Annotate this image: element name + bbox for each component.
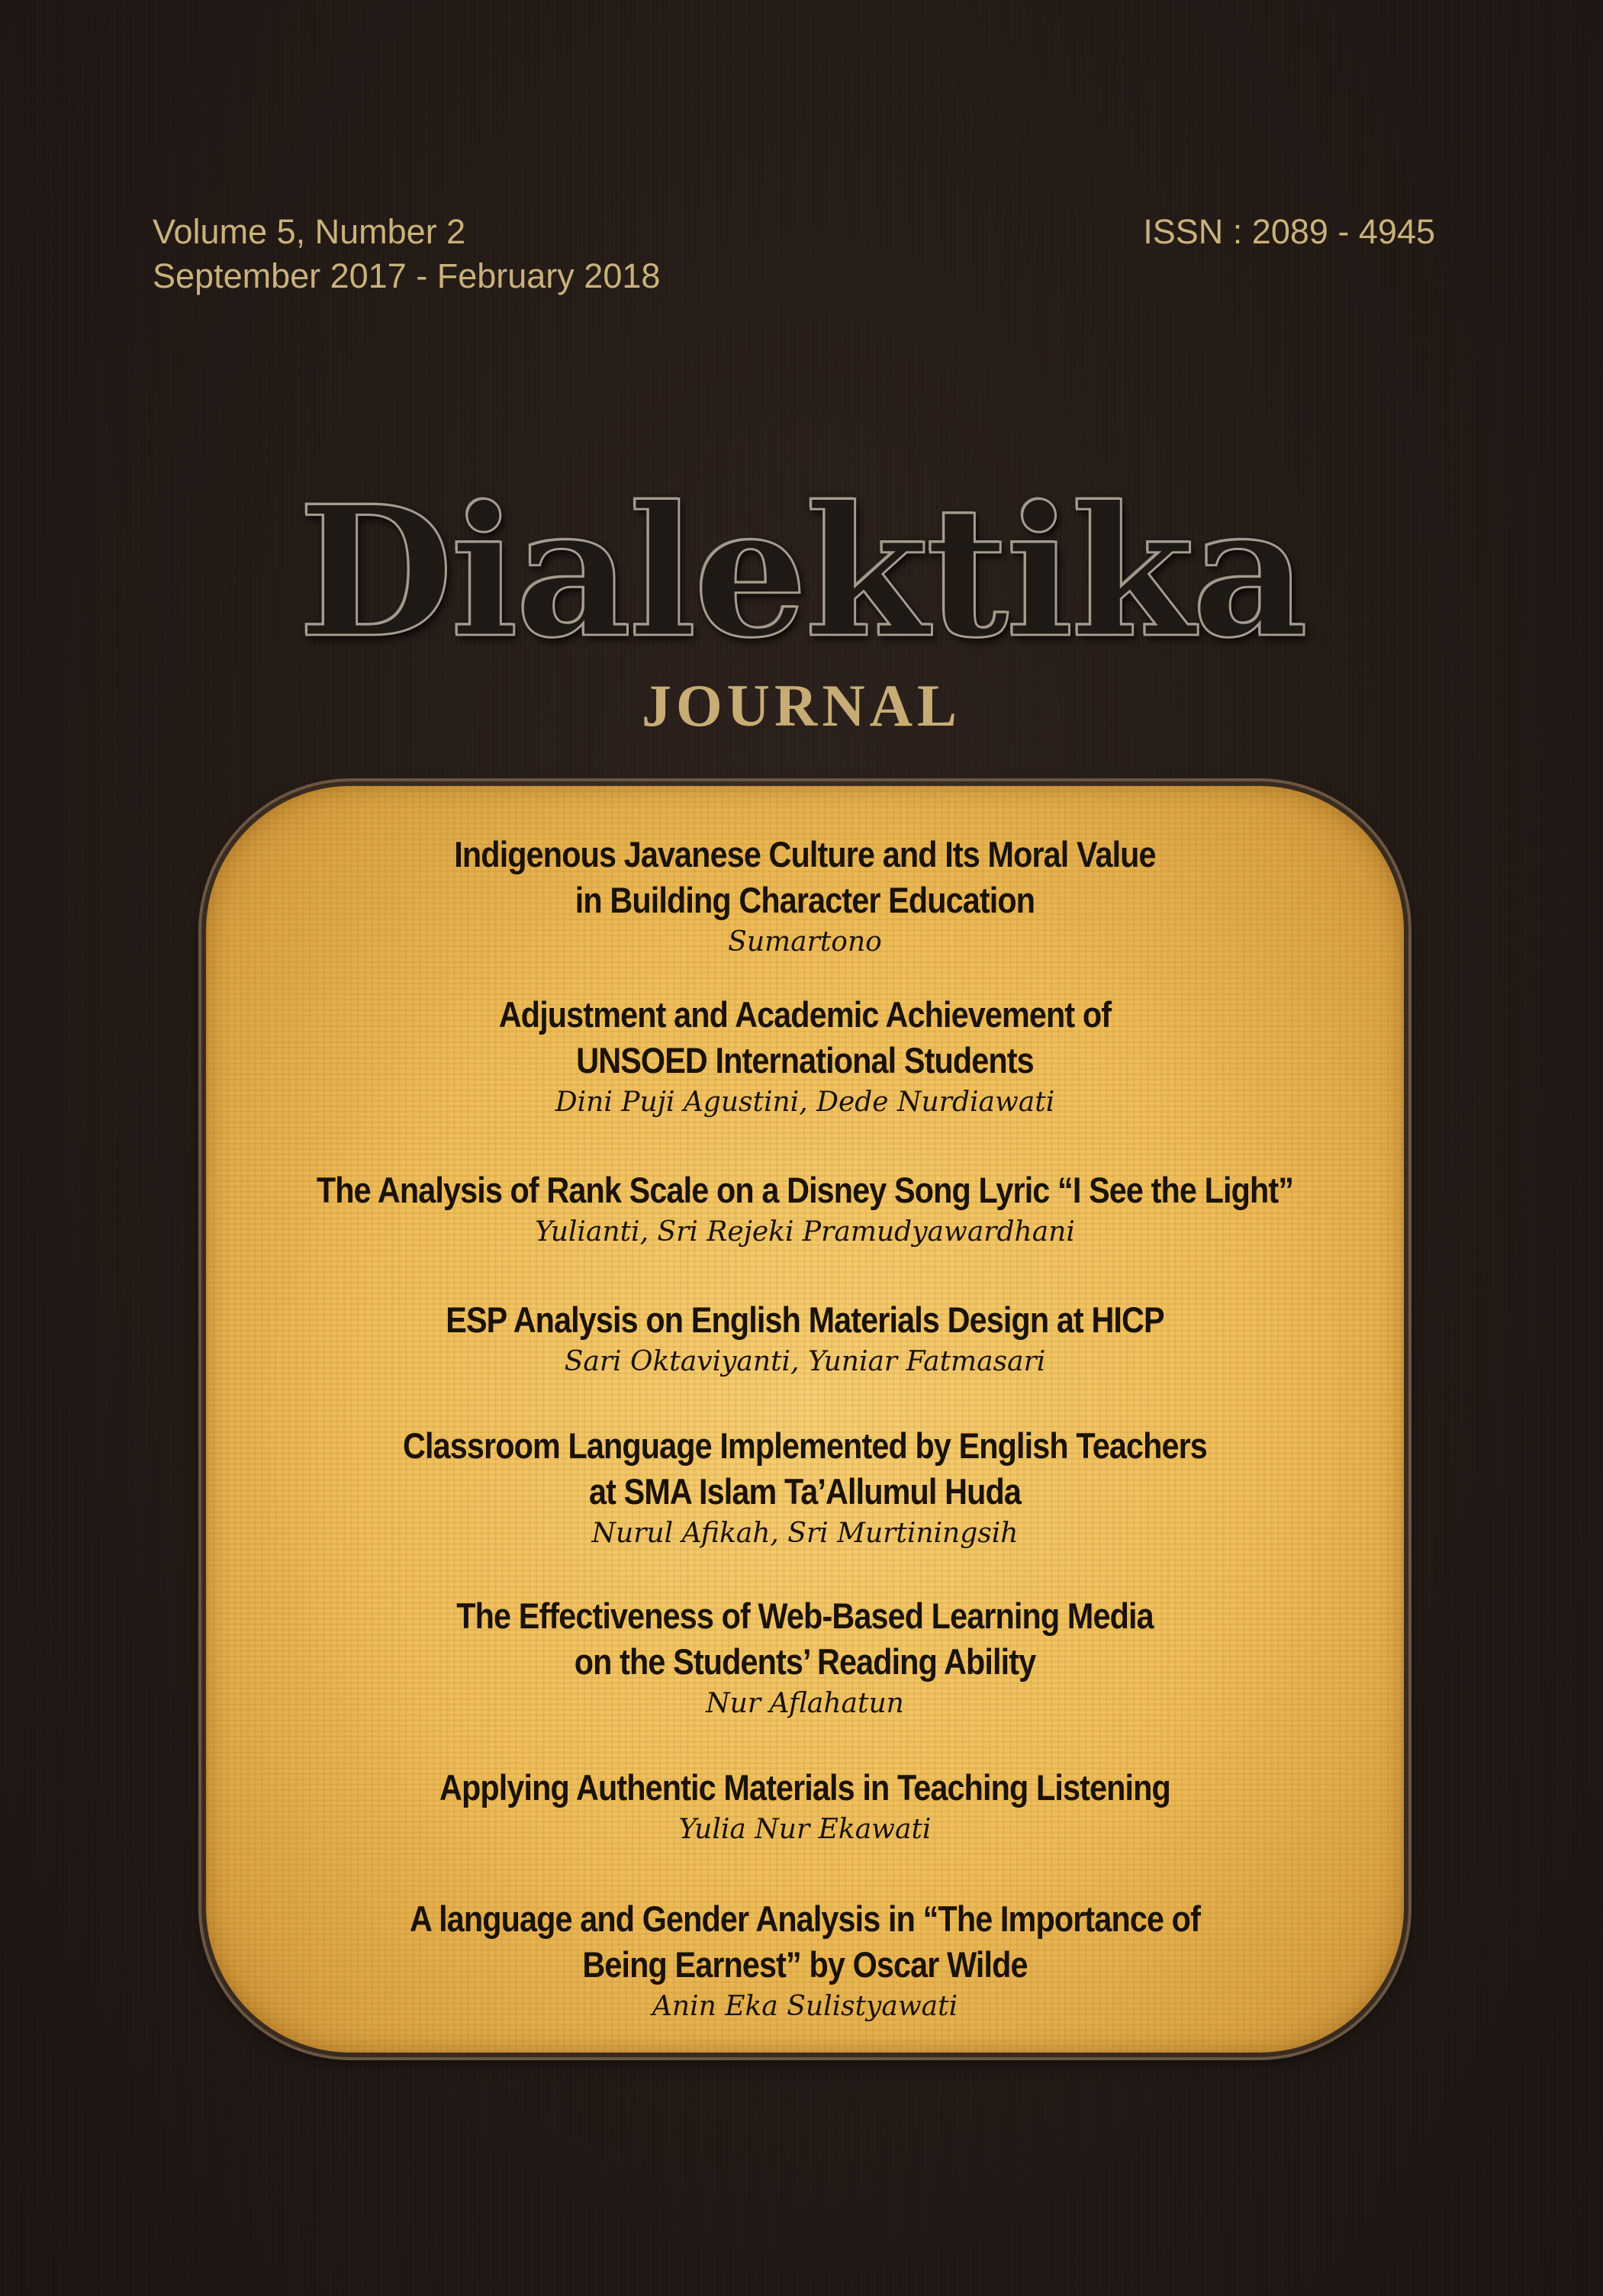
article-authors: Yulia Nur Ekawati (678, 1814, 932, 1845)
article-entry (206, 1167, 1404, 1251)
volume-number: Volume 5, Number 2 (153, 212, 466, 251)
article-title-line: on the Students’ Reading Ability (574, 1641, 1036, 1682)
article-entry (206, 1765, 1404, 1849)
journal-title: Dialektika (298, 467, 1305, 678)
article-title-line: The Analysis of Rank Scale on a Disney Song Lyric “I See the Light” (316, 1170, 1294, 1210)
article-authors: Nur Aflahatun (706, 1688, 904, 1719)
article-title-line: ESP Analysis on English Materials Design at HICP (446, 1299, 1164, 1340)
article-entry (206, 1593, 1404, 1723)
article-entry (206, 1896, 1404, 2026)
issue-period: September 2017 - February 2018 (153, 256, 661, 295)
article-entry (206, 832, 1404, 961)
article-entry (206, 992, 1404, 1122)
article-authors: Sumartono (728, 926, 882, 958)
article-title-line: UNSOED International Students (576, 1040, 1034, 1080)
article-authors: Anin Eka Sulistyawati (652, 1991, 958, 2022)
article-title-line: Applying Authentic Materials in Teaching Listening (439, 1767, 1170, 1808)
issue-info (153, 210, 660, 298)
article-title-line: A language and Gender Analysis in “The Importance of (410, 1898, 1200, 1939)
article-title-line: Classroom Language Implemented by English Teachers (403, 1425, 1207, 1466)
article-title-line: in Building Character Education (575, 880, 1035, 920)
article-title-line: The Effectiveness of Web-Based Learning Media (456, 1596, 1154, 1636)
article-authors: Nurul Afikah, Sri Murtiningsih (591, 1518, 1019, 1549)
table-of-contents (206, 786, 1404, 2053)
article-title-line: Being Earnest” by Oscar Wilde (582, 1944, 1028, 1985)
article-title-line: at SMA Islam Ta’Allumul Huda (589, 1471, 1021, 1512)
article-title-line: Indigenous Javanese Culture and Its Moral Value (454, 834, 1156, 874)
article-title-line: Adjustment and Academic Achievement of (498, 994, 1112, 1035)
article-authors: Sari Oktaviyanti, Yuniar Fatmasari (564, 1346, 1046, 1377)
article-entry (206, 1297, 1404, 1381)
article-authors: Yulianti, Sri Rejeki Pramudyawardhani (535, 1216, 1075, 1248)
article-authors: Dini Puji Agustini, Dede Nurdiawati (555, 1087, 1055, 1118)
issn-number: ISSN : 2089 - 4945 (1143, 212, 1435, 251)
journal-subtitle: JOURNAL (641, 672, 961, 739)
article-entry (206, 1423, 1404, 1553)
